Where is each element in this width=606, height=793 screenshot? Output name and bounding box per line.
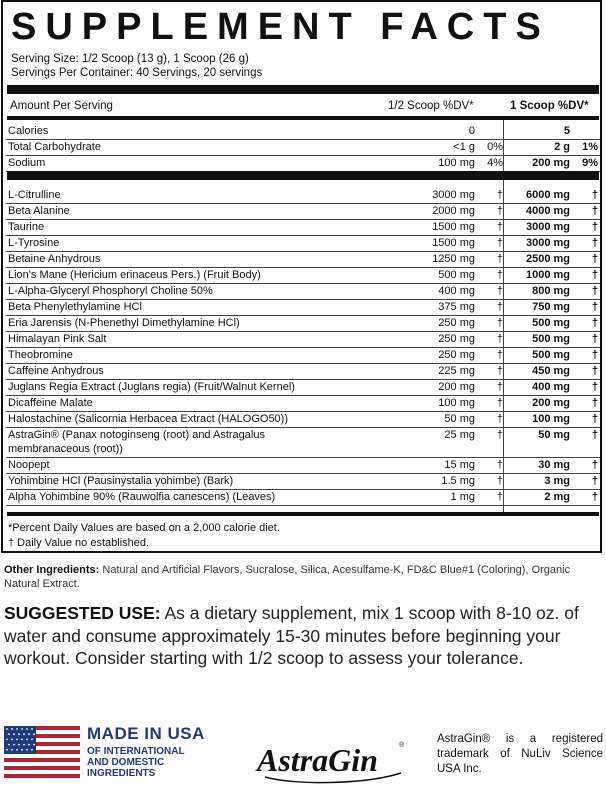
table-row [6,123,600,140]
other-ingredients-text: Natural and Artificial Flavors, Sucralose, Silica, Acesulfame-K, FD&C Blue#1 (Coloring), Organic Natural Extract. [4,564,571,590]
half-scoop-amount: 1 mg [450,491,475,503]
logo-text: AstraGin [257,742,378,778]
full-scoop-dv: † [591,365,598,377]
full-scoop-amount: 3000 mg [525,237,570,249]
made-in-usa-title: MADE IN USA [87,724,205,743]
full-scoop-dv: † [591,189,598,201]
full-scoop-amount: 750 mg [532,301,570,313]
half-scoop-amount: 100 mg [438,157,475,169]
full-scoop-dv: † [591,285,598,297]
badge-line-1: OF INTERNATIONAL [87,746,185,757]
full-scoop-dv: 1% [582,141,598,153]
half-scoop-dv: † [496,413,503,425]
ingredient-name: Betaine Anhydrous [8,253,101,265]
full-scoop-amount: 3000 mg [525,221,570,233]
astragin-logo [253,733,409,785]
ingredient-name: Juglans Regia Extract (Juglans regia) (Fruit/Walnut Kernel) [8,381,295,393]
table-row [6,155,600,172]
half-scoop-dv: † [496,491,503,503]
full-scoop-amount: 100 mg [532,413,570,425]
ingredient-name: Alpha Yohimbine 90% (Rauwolfia canescens) (Leaves) [8,491,276,503]
table-row [6,395,600,412]
ingredient-name: Sodium [8,157,46,169]
full-scoop-amount: 450 mg [532,365,570,377]
half-scoop-amount: 375 mg [438,301,475,313]
table-row [6,267,600,284]
half-scoop-dv: † [496,205,503,217]
bottom-rule [7,512,599,516]
half-scoop-amount: 250 mg [438,333,475,345]
ingredient-name: AstraGin® (Panax notoginseng (root) and Astragalus membranaceous (root)) [8,429,265,455]
full-scoop-dv: † [591,459,598,471]
half-scoop-amount: 50 mg [444,413,475,425]
half-scoop-dv: † [496,459,503,471]
full-scoop-amount: 2500 mg [525,253,570,265]
suggested-use [4,602,604,670]
ingredient-name: Calories [8,125,49,137]
table-row [6,139,600,156]
full-scoop-dv: † [591,397,598,409]
full-scoop-amount: 4000 mg [525,205,570,217]
ingredient-name: L-Alpha-Glyceryl Phosphoryl Choline 50% [8,285,213,297]
serving-size: Serving Size: 1/2 Scoop (13 g), 1 Scoop (26 g) [11,53,249,65]
half-scoop-amount: 1.5 mg [441,475,475,487]
other-ingredients-label: Other Ingredients: [4,564,100,576]
full-scoop-dv: † [591,301,598,313]
badge-line-3: INGREDIENTS [87,768,156,779]
half-scoop-amount: 200 mg [438,381,475,393]
half-scoop-dv: † [496,333,503,345]
table-row [6,235,600,252]
full-scoop-amount: 50 mg [538,429,570,441]
full-scoop-dv: † [591,317,598,329]
half-scoop-dv: † [496,365,503,377]
half-scoop-dv: † [496,221,503,233]
full-scoop-amount: 500 mg [532,349,570,361]
half-scoop-amount: 25 mg [444,429,475,441]
half-scoop-dv: 0% [487,141,503,153]
ingredient-name: Yohimbine HCl (Pausinystalia yohimbe) (Bark) [8,475,234,487]
half-scoop-amount: 400 mg [438,285,475,297]
ingredient-name: Noopept [8,459,50,471]
full-scoop-dv: † [591,253,598,265]
servings-per-container: Servings Per Container: 40 Servings, 20 servings [11,67,263,79]
header-rule [7,116,599,120]
full-scoop-dv: † [591,333,598,345]
trademark-note: AstraGin® is a registered trademark of NuLiv Science USA Inc. [437,733,603,775]
half-scoop-dv: † [496,397,503,409]
full-scoop-dv: † [591,491,598,503]
half-scoop-amount: 0 [468,125,475,137]
full-scoop-dv: † [591,381,598,393]
table-row [6,251,600,268]
table-row [6,411,600,428]
full-scoop-dv: † [591,237,598,249]
ingredient-name: Lion's Mane (Hericium erinaceus Pers.) (Fruit Body) [8,269,261,281]
full-scoop-amount: 800 mg [532,285,570,297]
half-scoop-dv: † [496,237,503,249]
full-scoop-dv: 9% [582,157,598,169]
table-row [6,219,600,236]
half-scoop-amount: 15 mg [444,459,475,471]
table-row [6,489,600,506]
full-scoop-dv: † [591,475,598,487]
half-scoop-amount: 1500 mg [432,237,475,249]
full-scoop-amount: 2 mg [544,491,570,503]
suggested-use-label: SUGGESTED USE: [4,603,161,623]
half-scoop-amount: 1250 mg [432,253,475,265]
ingredient-name: Caffeine Anhydrous [8,365,104,377]
thick-rule [7,85,599,94]
table-row [6,315,600,332]
full-scoop-amount: 2 g [554,141,570,153]
ingredient-name: Beta Alanine [8,205,70,217]
column-divider [503,180,504,512]
half-scoop-amount: 500 mg [438,269,475,281]
us-flag-icon [4,726,80,778]
badge-line-2: AND DOMESTIC [87,757,165,768]
half-scoop-dv: † [496,301,503,313]
ingredient-name: L-Citrulline [8,189,61,201]
table-row [6,331,600,348]
made-in-usa-subtitle [87,746,185,779]
registered-icon: ® [399,742,405,749]
half-scoop-dv: † [496,381,503,393]
half-scoop-dv: † [496,475,503,487]
full-scoop-amount: 30 mg [538,459,570,471]
half-scoop-dv: † [496,349,503,361]
ingredient-name: Taurine [8,221,45,233]
ingredient-name: Eria Jarensis (N-Phenethyl Dimethylamine HCl) [8,317,240,329]
half-scoop-amount: 3000 mg [432,189,475,201]
section-rule [7,171,599,180]
ingredient-name: Halostachine (Salicornia Herbacea Extract (HALOGO50)) [8,413,289,425]
full-scoop-amount: 5 [563,125,570,137]
full-scoop-amount: 500 mg [532,333,570,345]
ingredient-name: Himalayan Pink Salt [8,333,107,345]
half-scoop-header: 1/2 Scoop %DV* [388,100,474,112]
full-scoop-amount: 400 mg [532,381,570,393]
full-scoop-dv: † [591,221,598,233]
table-row [6,379,600,396]
half-scoop-amount: <1 g [453,141,475,153]
full-scoop-amount: 1000 mg [525,269,570,281]
half-scoop-amount: 225 mg [438,365,475,377]
other-ingredients [4,563,604,591]
half-scoop-dv: † [496,253,503,265]
suggested-use-text: As a dietary supplement, mix 1 scoop with 8-10 oz. of water and consume approximately 15-30 minutes before beginning your workout. Consider starting with 1/2 scoop to assess your tolerance. [4,603,579,668]
half-scoop-amount: 100 mg [438,397,475,409]
table-row [6,473,600,490]
half-scoop-amount: 250 mg [438,317,475,329]
table-row [6,299,600,316]
ingredient-name: Dicaffeine Malate [8,397,93,409]
ingredient-name: Beta Phenylethylamine HCl [8,301,142,313]
column-divider [503,120,504,171]
ingredient-name: L-Tyrosine [8,237,60,249]
footnote-dv: *Percent Daily Values are based on a 2,000 calorie diet. [8,522,280,534]
amount-per-serving-header: Amount Per Serving [10,100,113,112]
half-scoop-dv: † [496,269,503,281]
table-row [6,363,600,380]
full-scoop-amount: 200 mg [532,397,570,409]
half-scoop-amount: 250 mg [438,349,475,361]
table-row [6,187,600,204]
table-row [6,427,600,458]
full-scoop-dv: † [591,413,598,425]
footnote-dagger: † Daily Value no established. [8,537,150,549]
half-scoop-dv: † [496,285,503,297]
table-row [6,283,600,300]
full-scoop-dv: † [591,429,598,441]
table-row [6,457,600,474]
panel-title: SUPPLEMENT FACTS [11,6,550,48]
full-scoop-header: 1 Scoop %DV* [510,100,589,112]
full-scoop-amount: 3 mg [544,475,570,487]
ingredient-name: Total Carbohydrate [8,141,101,153]
full-scoop-amount: 6000 mg [525,189,570,201]
full-scoop-dv: † [591,269,598,281]
half-scoop-dv: 4% [487,157,503,169]
half-scoop-dv: † [496,317,503,329]
full-scoop-dv: † [591,205,598,217]
half-scoop-dv: † [496,189,503,201]
half-scoop-amount: 1500 mg [432,221,475,233]
full-scoop-amount: 500 mg [532,317,570,329]
table-row [6,203,600,220]
ingredient-name: Theobromine [8,349,73,361]
half-scoop-amount: 2000 mg [432,205,475,217]
full-scoop-dv: † [591,349,598,361]
full-scoop-amount: 200 mg [532,157,570,169]
made-in-usa-badge [4,722,222,784]
half-scoop-dv: † [496,429,503,441]
table-row [6,347,600,364]
